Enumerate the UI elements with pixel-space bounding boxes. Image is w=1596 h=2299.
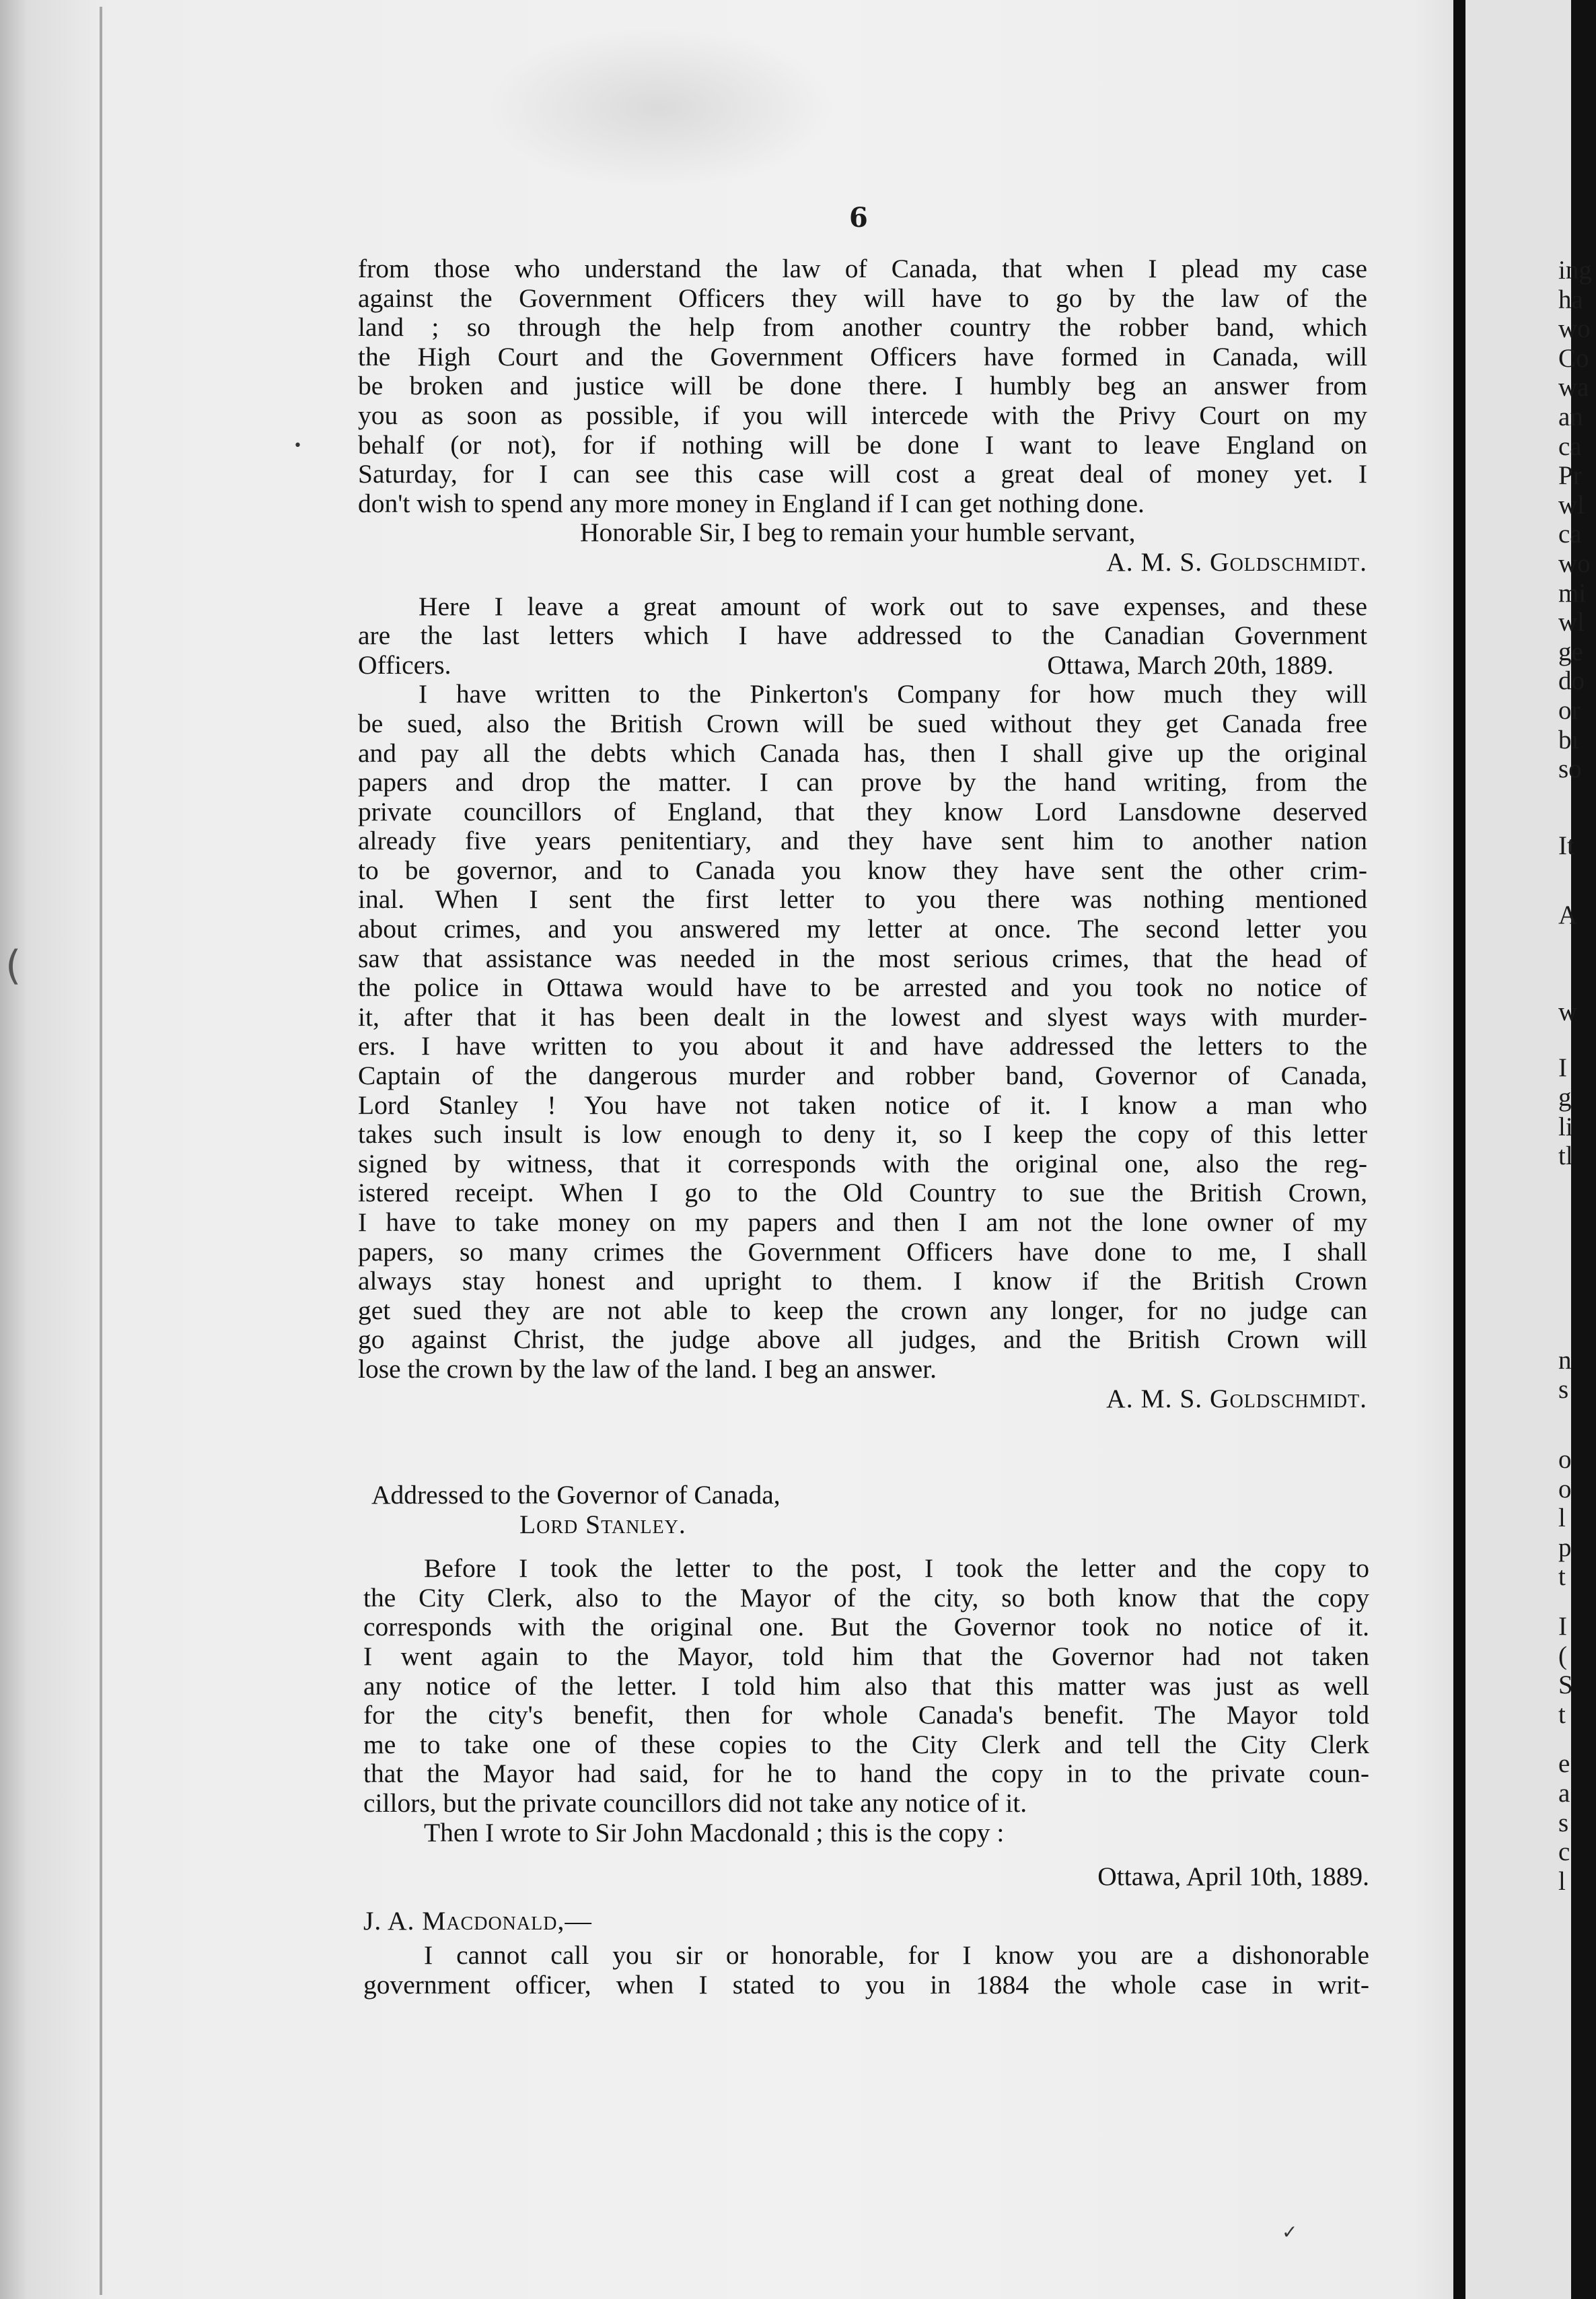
text-line: government officer, when I stated to you in 1884 the whole case in writ- [363,1969,1369,2000]
text-line: you as soon as possible, if you will intercede with the Privy Court on my [358,400,1367,430]
text-line: about crimes, and you answered my letter at once. The second letter you [358,914,1367,944]
text-line: don't wish to spend any more money in England if I can get nothing done. [358,488,1145,518]
text-line: papers, so many crimes the Government Officers have done to me, I shall [358,1236,1367,1267]
text-line: I have to take money on my papers and then I am not the lone owner of my [358,1207,1367,1237]
text-line: private councillors of England, that they know Lord Lansdowne deserved [358,796,1367,826]
ink-smudge [484,27,834,188]
fragment: A [1558,900,1578,930]
text-line: get sued they are not able to keep the crown any longer, for no judge can [358,1295,1367,1325]
paragraph [363,1941,1369,2000]
text-block-upper [358,254,1367,1413]
fragment: p [1558,1532,1572,1562]
binding-gutter [1453,0,1465,2299]
page-margin-rule [100,7,102,2295]
fragment: l [1558,1866,1566,1896]
text-line: signed by witness, that it corresponds with the original one, also the reg- [358,1148,1367,1178]
text-line: ers. I have written to you about it and have addressed the letters to the [358,1031,1367,1061]
fragment: wa [1558,373,1589,402]
text-line: already five years penitentiary, and they have sent him to another nation [358,826,1367,856]
fragment: n [1558,1345,1572,1375]
address-line: Addressed to the Governor of Canada, [371,1480,781,1510]
text-line: inal. When I sent the first letter to you there was nothing mentioned [358,884,1367,915]
facing-page-fragments [1558,256,1596,1896]
paragraph [363,1554,1369,1818]
text-line: Here I leave a great amount of work out to save expenses, and these [419,591,1367,621]
text-line: takes such insult is low enough to deny it, so I keep the copy of this letter [358,1119,1367,1150]
fragment: wl [1558,608,1585,637]
fragment: so [1558,754,1582,784]
stray-ink-mark: • [293,437,302,454]
text-line: are the last letters which I have addressed to the Canadian Government [358,621,1367,651]
fragment: w [1558,997,1578,1026]
text-line: me to take one of these copies to the City Clerk and tell the City Clerk [363,1729,1369,1759]
text-line: the police in Ottawa would have to be arrested and you took no notice of [358,972,1367,1003]
fragment: ( [1558,1641,1567,1670]
letter-body [358,680,1367,1384]
text-line: behalf (or not), for if nothing will be done I want to leave England on [358,429,1367,460]
text-line: lose the crown by the law of the land. I beg an answer. [358,1353,937,1384]
text-line: I have written to the Pinkerton's Company for how much they will [419,679,1367,709]
fragment: a [1558,1778,1570,1808]
fragment: tl [1558,1141,1573,1171]
fragment: t [1558,1699,1566,1729]
page-number: 6 [849,202,868,234]
text-line: to be governor, and to Canada you know they have sent the other crim- [358,855,1367,885]
dateline: Ottawa, April 10th, 1889. [1097,1862,1369,1892]
fragment: bı [1558,725,1579,754]
fragment: wl [1558,490,1585,520]
fragment: l [1558,1504,1566,1533]
text-line: Captain of the dangerous murder and robber band, Governor of Canada, [358,1061,1367,1091]
text-line: that the Mayor had said, for he to hand the copy in to the private coun- [363,1759,1369,1789]
fragment: ing [1558,256,1592,285]
salutation: J. A. Macdonald,— [363,1905,592,1936]
text-line: the High Court and the Government Officers have formed in Canada, will [358,341,1367,372]
fragment: li [1558,1112,1573,1141]
page-edge-shadow [0,0,27,2299]
text-line: land ; so through the help from another country the robber band, which [358,312,1367,343]
text-line: any notice of the letter. I told him also that this matter was just as well [363,1670,1369,1701]
text-line: from those who understand the law of Canada, that when I plead my case [358,254,1367,283]
text-line: Officers. [358,649,451,680]
text-line: cillors, but the private councillors did not take any notice of it. [363,1788,1027,1818]
text-line: istered receipt. When I go to the Old Country to sue the British Crown, [358,1178,1367,1208]
signature: A. M. S. Goldschmidt. [1106,1383,1367,1413]
signature: A. M. S. Goldschmidt. [1106,546,1367,577]
fragment: It [1558,830,1574,860]
address-recipient: Lord Stanley. [519,1509,686,1539]
fragment: wo [1558,549,1591,578]
fragment: I [1558,1053,1567,1083]
fragment: g [1558,1083,1572,1112]
fragment: Pr [1558,461,1582,491]
fragment: e [1558,1749,1570,1779]
text-line: Saturday, for I can see this case will cost a great deal of money yet. I [358,459,1367,489]
fragment: s [1558,1808,1569,1837]
fragment: I [1558,1612,1567,1641]
text-line: for the city's benefit, then for whole Canada's benefit. The Mayor told [363,1700,1369,1730]
fragment: t [1558,1562,1566,1592]
text-line: I cannot call you sir or honorable, for I know you are a dishonorable [424,1940,1369,1971]
fragment: ge [1558,637,1583,666]
fragment: o [1558,1445,1572,1475]
text-line: I went again to the Mayor, told him that the Governor had not taken [363,1641,1369,1671]
fragment: ca [1558,431,1582,461]
fragment: Co [1558,343,1589,373]
stray-ink-mark: ✓ [1282,2221,1298,2243]
text-line: and pay all the debts which Canada has, then I shall give up the original [358,738,1367,768]
page-edge-mark: ( [5,942,22,989]
fragment: ha [1558,285,1583,314]
text-line: be broken and justice will be done there. I humbly beg an answer from [358,371,1367,401]
text-line: papers and drop the matter. I can prove by the hand writing, from the [358,767,1367,798]
fragment: o [1558,1474,1572,1504]
text-line: Lord Stanley ! You have not taken notice of it. I know a man who [358,1090,1367,1120]
fragment: or [1558,695,1581,725]
fragment: c [1558,1837,1570,1867]
text-line: Before I took the letter to the post, I took the letter and the copy to [424,1553,1369,1584]
fragment: S [1558,1670,1573,1700]
fragment: ca [1558,520,1582,549]
letter-closing: Honorable Sir, I beg to remain your humble servant, [580,518,1136,548]
text-line: saw that assistance was needed in the most serious crimes, that the head of [358,943,1367,973]
fragment: wo [1558,314,1591,344]
text-line: corresponds with the original one. But the Governor took no notice of it. [363,1612,1369,1642]
fragment: s [1558,1375,1569,1405]
text-line: it, after that it has been dealt in the lowest and slyest ways with murder- [358,1001,1367,1032]
fragment: an [1558,402,1583,431]
text-line: always stay honest and upright to them. I know if the British Crown [358,1266,1367,1296]
text-line: against the Government Officers they will have to go by the law of the [358,283,1367,313]
fragment: do [1558,666,1585,696]
text-line: Then I wrote to Sir John Macdonald ; this is the copy : [424,1817,1005,1847]
text-line: be sued, also the British Crown will be sued without they get Canada free [358,708,1367,738]
text-line: the City Clerk, also to the Mayor of the city, so both know that the copy [363,1582,1369,1613]
text-line: go against Christ, the judge above all judges, and the British Crown will [358,1324,1367,1355]
fragment: mi [1558,578,1587,608]
paragraph-continuation [358,254,1367,518]
dateline: Ottawa, March 20th, 1889. [1047,649,1334,680]
text-block-lower [363,1481,1369,2000]
